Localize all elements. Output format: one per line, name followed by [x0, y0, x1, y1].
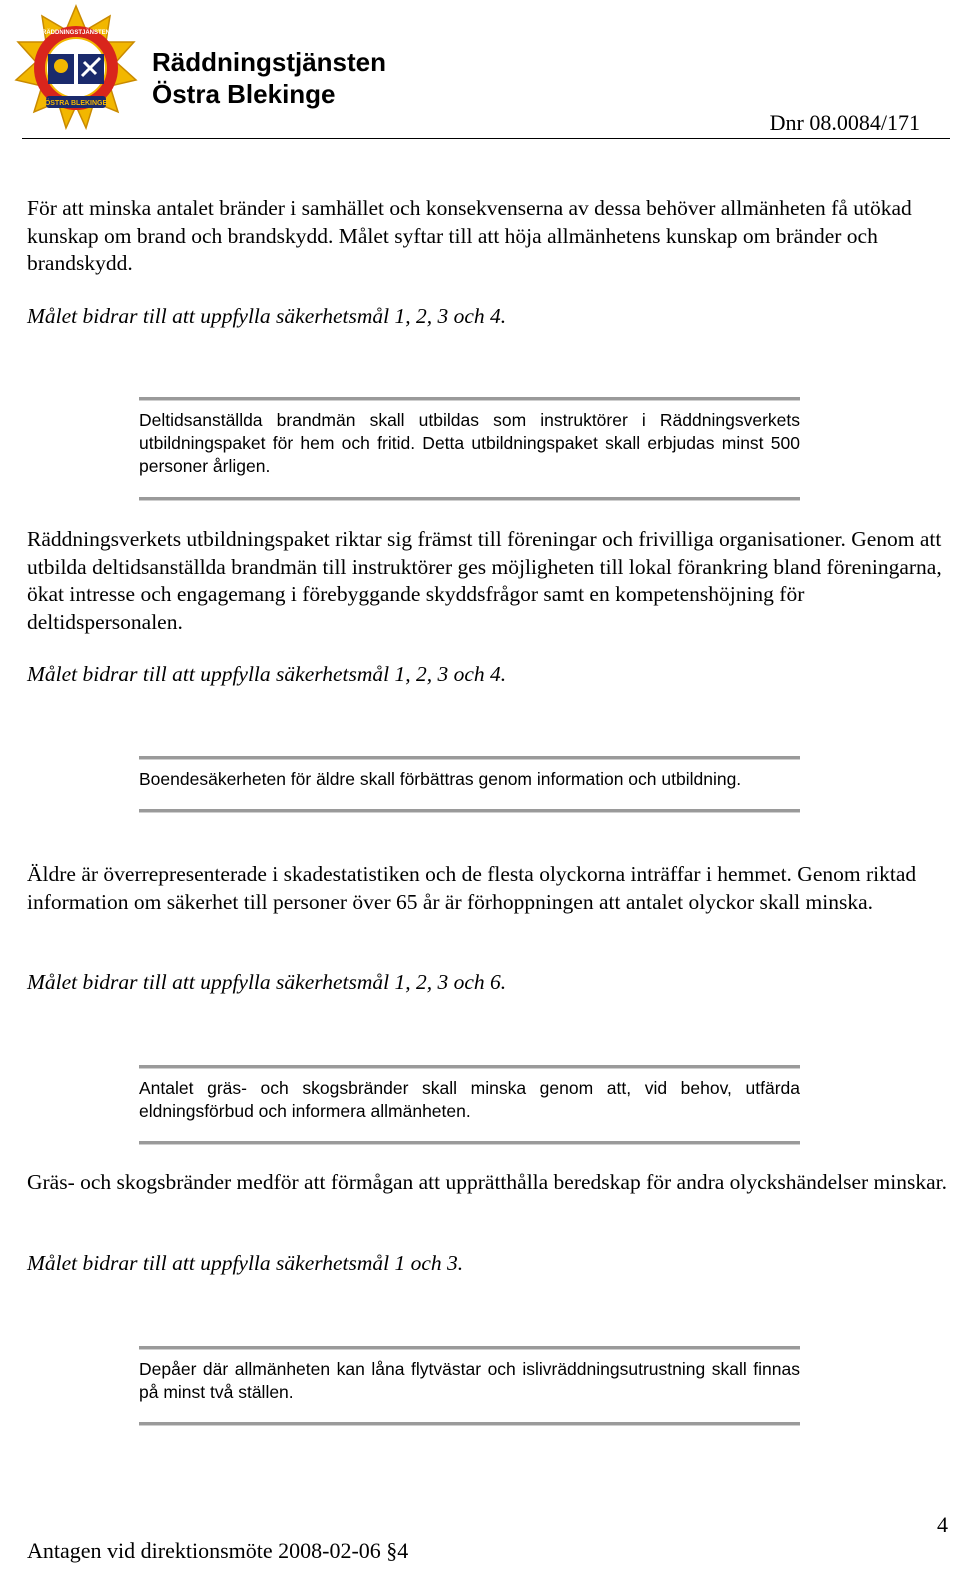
goal-box-bottom-rule	[139, 809, 800, 813]
goal-box	[139, 1346, 800, 1426]
body-paragraph: Räddningsverkets utbildningspaket riktar sig främst till föreningar och frivilliga organisationer. Genom att utbilda deltidsanställda brandmän till instruktörer ges möjligheten till lokal förankring bland föreningarna, ökat intresse och engagemang i förebyggande skyddsfrågor samt en kompetenshöjning för deltidspersonalen.	[27, 527, 942, 634]
goal-box-top-rule	[139, 756, 800, 760]
organization-name-line1: Räddningstjänsten	[152, 47, 387, 77]
goal-statement: Boendesäkerheten för äldre skall förbättras genom information och utbildning.	[139, 769, 742, 789]
goal-box	[139, 1065, 800, 1145]
goal-reference: Målet bidrar till att uppfylla säkerhetsmål 1, 2, 3 och 4.	[27, 304, 507, 328]
svg-text:RÄDDNINGSTJÄNSTEN: RÄDDNINGSTJÄNSTEN	[41, 30, 111, 36]
goal-box-bottom-rule	[139, 497, 800, 501]
goal-statement: Depåer där allmänheten kan låna flytvästar och islivräddningsutrustning skall finnas på minst två ställen.	[139, 1359, 800, 1402]
fire-rescue-emblem-icon	[12, 4, 140, 132]
header-divider	[22, 138, 950, 139]
goal-box	[139, 397, 800, 501]
goal-reference: Målet bidrar till att uppfylla säkerhetsmål 1 och 3.	[27, 1251, 464, 1275]
goal-box-bottom-rule	[139, 1141, 800, 1145]
body-paragraph: Äldre är överrepresenterade i skadestatistiken och de flesta olyckorna inträffar i hemmet. Genom riktad information om säkerhet till personer över 65 år är förhoppningen att antalet olyckor skall minska.	[27, 862, 917, 914]
goal-box-bottom-rule	[139, 1422, 800, 1426]
goal-statement: Deltidsanställda brandmän skall utbildas som instruktörer i Räddningsverkets utbildningspaket för hem och fritid. Detta utbildningspaket skall erbjudas minst 500 personer årligen.	[139, 410, 800, 476]
document-number: Dnr 08.0084/171	[769, 110, 920, 135]
goal-reference: Målet bidrar till att uppfylla säkerhetsmål 1, 2, 3 och 6.	[27, 970, 507, 994]
goal-box-top-rule	[139, 397, 800, 401]
body-paragraph: Gräs- och skogsbränder medför att förmågan att upprätthålla beredskap för andra olyckshändelser minskar.	[27, 1170, 947, 1194]
goal-box-top-rule	[139, 1065, 800, 1069]
goal-statement: Antalet gräs- och skogsbränder skall minska genom att, vid behov, utfärda eldningsförbud och informera allmänheten.	[139, 1078, 800, 1121]
page-number: 4	[937, 1512, 948, 1537]
goal-reference: Målet bidrar till att uppfylla säkerhetsmål 1, 2, 3 och 4.	[27, 662, 507, 686]
goal-box-top-rule	[139, 1346, 800, 1350]
footer-adopted-note: Antagen vid direktionsmöte 2008-02-06 §4	[27, 1538, 409, 1563]
organization-name	[152, 46, 386, 110]
body-paragraph: För att minska antalet bränder i samhället och konsekvenserna av dessa behöver allmänheten få utökad kunskap om brand och brandskydd. Målet syftar till att höja allmänhetens kunskap om bränder och brandskydd.	[27, 196, 912, 275]
organization-name-line2: Östra Blekinge	[152, 79, 336, 109]
svg-text:ÖSTRA BLEKINGE: ÖSTRA BLEKINGE	[44, 100, 108, 107]
goal-box	[139, 756, 800, 813]
